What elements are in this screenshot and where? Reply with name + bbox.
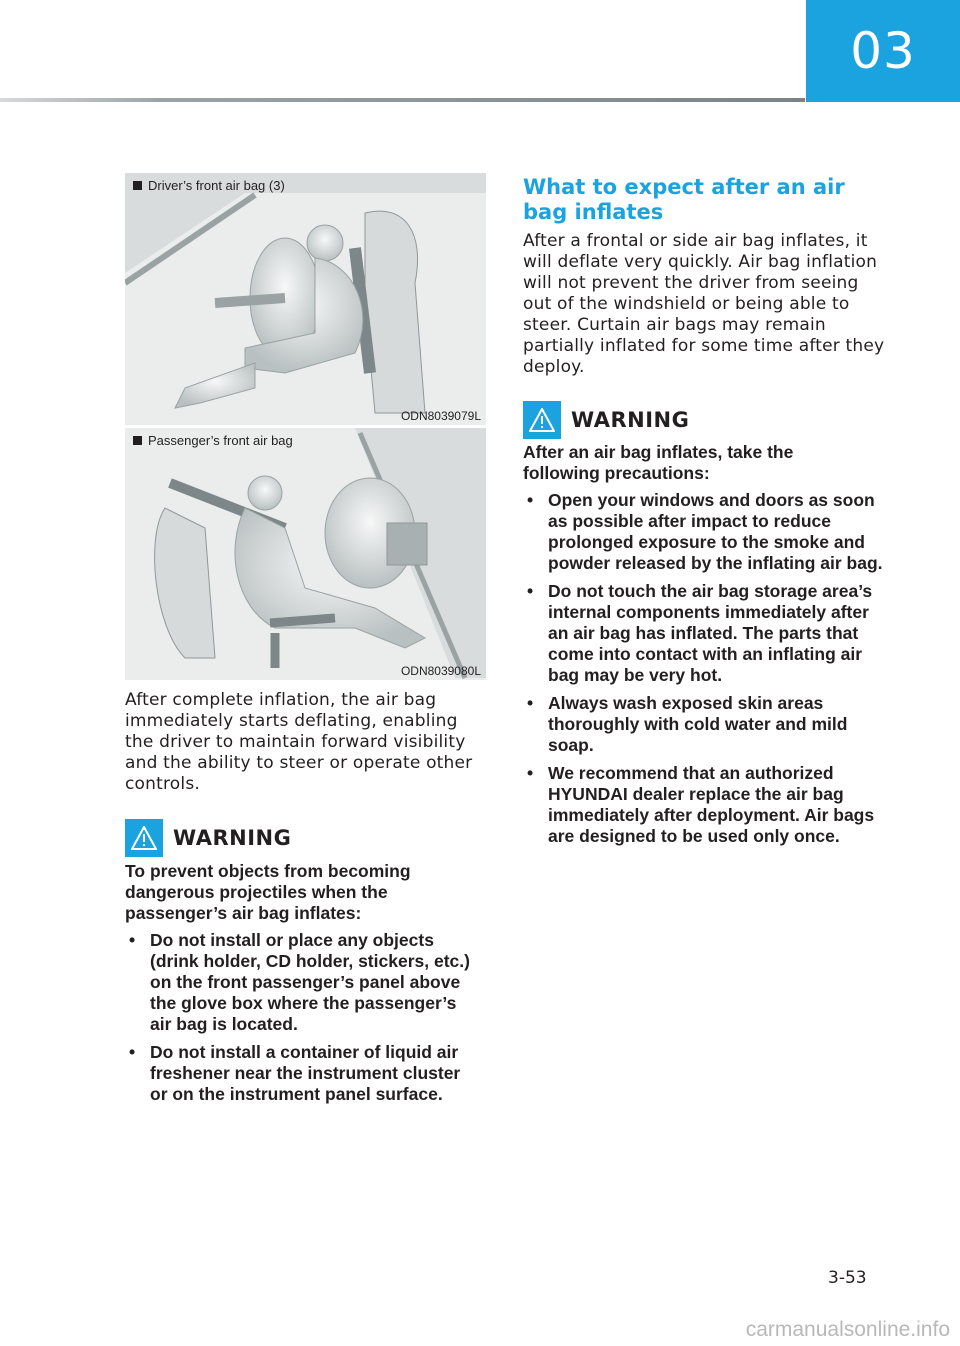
header-rule [0, 98, 805, 102]
watermark: carmanualsonline.info [745, 1318, 950, 1341]
right-paragraph: After a frontal or side air bag inflates, it will deflate very quickly. Air bag inflation will not prevent the driver from seeing out of the windshield or being able to steer. Curtain air bags may remain partially inflated for some time after they deploy. [523, 231, 885, 377]
figure-caption: Driver’s front air bag (3) [133, 178, 285, 193]
list-item: • Do not install a container of liquid air freshener near the instrument cluster or on the instrument panel surface. [129, 1042, 461, 1104]
left-warning-intro: To prevent objects from becoming dangerous projectiles when the passenger’s air bag inflates: [125, 861, 411, 923]
figure-passenger-air-bag [125, 428, 486, 680]
warning-title: WARNING [571, 408, 690, 432]
figure-code: ODN8039079L [400, 409, 481, 423]
warning-icon [125, 819, 163, 857]
warning-icon [523, 401, 561, 439]
left-paragraph: After complete inflation, the air bag immediately starts deflating, enabling the driver to maintain forward visibility and the ability to steer or operate other controls. [125, 690, 473, 794]
chapter-number: 03 [850, 22, 916, 80]
figure-driver-air-bag [125, 173, 486, 425]
left-warning-list [125, 930, 475, 1112]
left-warning-header [125, 819, 291, 857]
list-item: • Always wash exposed skin areas thoroughly with cold water and mild soap. [527, 693, 848, 755]
figure-code: ODN8039080L [400, 664, 481, 678]
list-item: • We recommend that an authorized HYUNDAI dealer replace the air bag immediately after deployment. Air bags are designed to be used only once. [527, 763, 875, 846]
right-warning-header [523, 401, 689, 439]
chapter-tab [806, 0, 960, 102]
passenger-airbag-illustration [125, 428, 486, 680]
caption-square-icon [133, 436, 142, 445]
figure-caption: Passenger’s front air bag [133, 433, 293, 448]
list-item: • Open your windows and doors as soon as possible after impact to reduce prolonged exposure to the smoke and powder released by the inflating air bag. [527, 490, 883, 573]
warning-title: WARNING [173, 826, 292, 850]
right-warning-intro: After an air bag inflates, take the following precautions: [523, 442, 794, 483]
caption-square-icon [133, 181, 142, 190]
page-number: 3-53 [828, 1268, 867, 1288]
list-item: • Do not install or place any objects (drink holder, CD holder, stickers, etc.) on the front passenger’s panel above the glove box where the passenger’s air bag is located. [129, 930, 470, 1034]
list-item: • Do not touch the air bag storage area’s internal components immediately after an air bag has inflated. The parts that come into contact with an inflating air bag may be very hot. [527, 581, 873, 685]
driver-airbag-illustration [125, 173, 486, 425]
section-title: What to expect after an air bag inflates [523, 175, 845, 224]
right-warning-list [523, 490, 883, 854]
